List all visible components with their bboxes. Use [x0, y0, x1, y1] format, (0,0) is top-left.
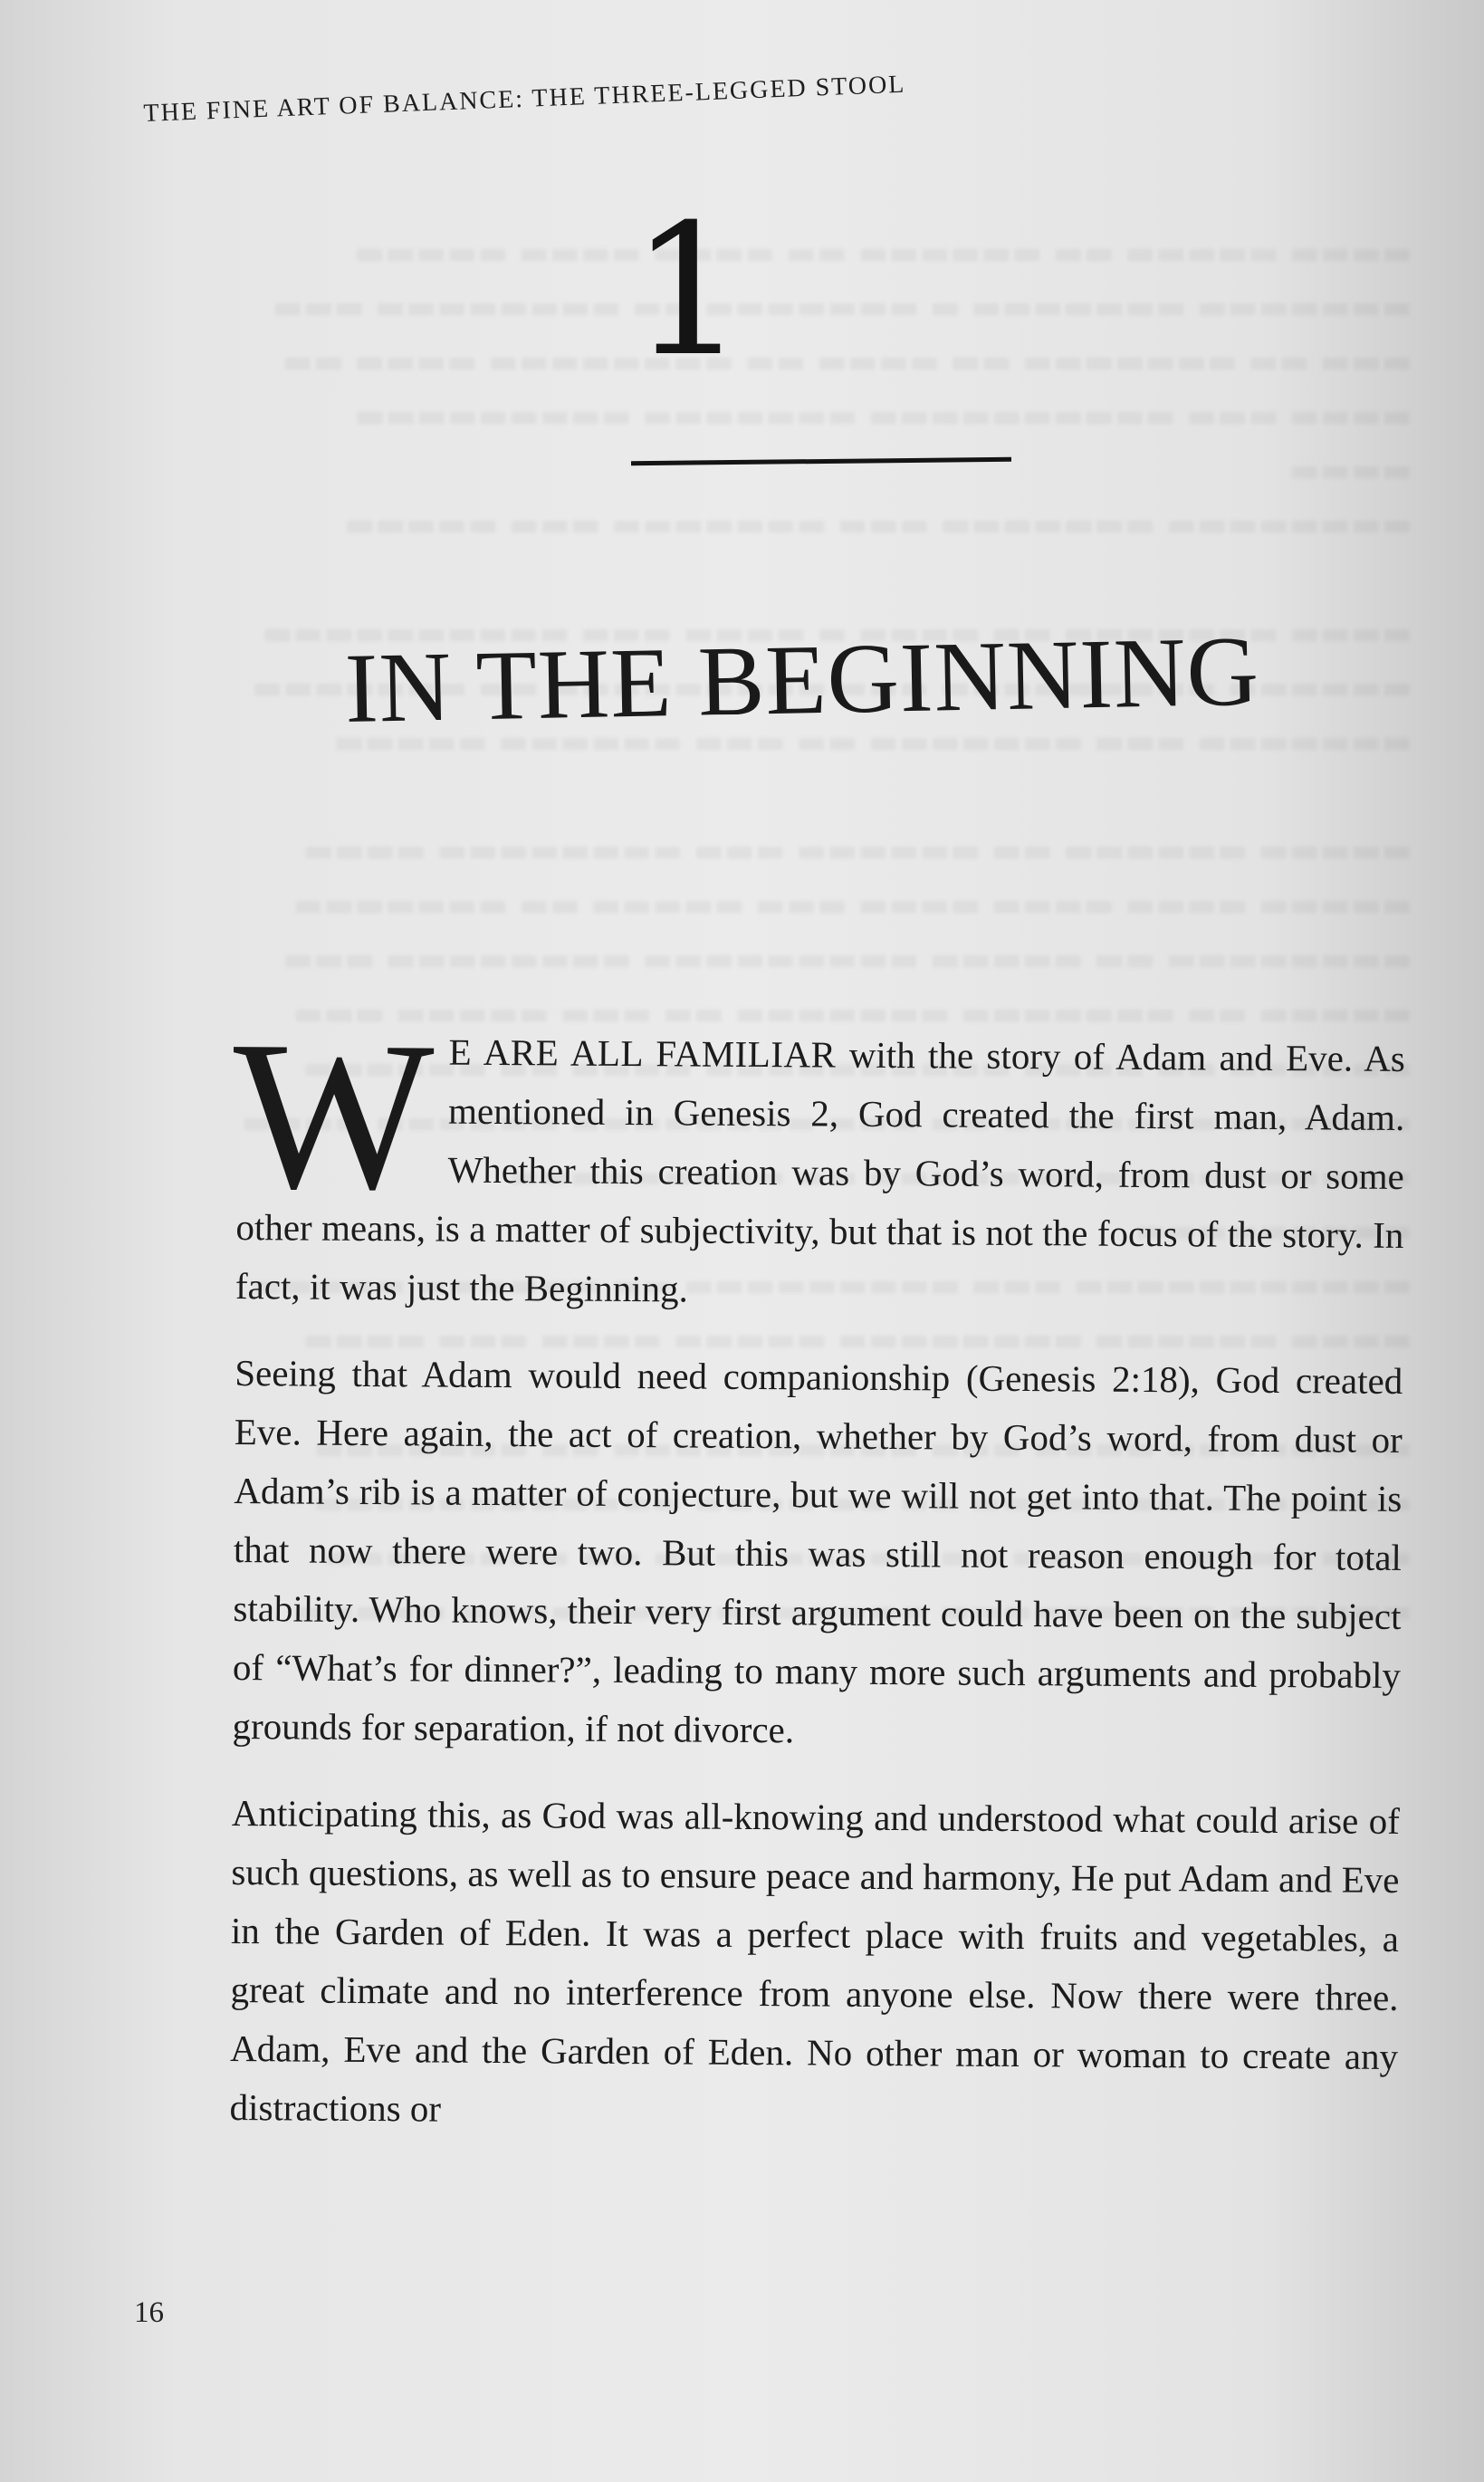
running-head: THE FINE ART OF BALANCE: THE THREE-LEGGED STOOL — [143, 70, 906, 128]
paragraph-text: Anticipating this, as God was all-knowing and understood what could arise of such questions, as well as to ensure peace and harmony, He put Adam and Eve in the Garden of Eden. It was a perfect place with fruits and vegetables, a great climate and no interference from anyone else. Now there were three. Adam, Eve and the Garden of Eden. No other man or woman to create any distractions or — [229, 1791, 1401, 2130]
body-paragraph-3 — [229, 1784, 1400, 2145]
chapter-body — [229, 996, 1405, 2173]
body-paragraph-2 — [232, 1344, 1403, 1764]
chapter-number: 1 — [630, 186, 746, 397]
chapter-title: IN THE BEGINNING — [343, 615, 1260, 743]
drop-cap: W — [232, 996, 435, 1234]
page-number: 16 — [134, 2296, 164, 2329]
paragraph-lead-in: E ARE ALL FAMILIAR — [448, 1030, 837, 1076]
body-paragraph-1 — [232, 996, 1405, 1324]
paragraph-text: Seeing that Adam would need companionship (Genesis 2:18), God created Eve. Here again, the act of creation, whether by God’s word, from dust or Adam’s rib is a matter of conjecture, but we will not get into that. The point is that now there were two. But this was still not reason enough for total stability. Who knows, their very first argument could have been on the subject of “What’s for dinner?”, leading to many more such arguments and probably grounds for separation, if not divorce. — [232, 1351, 1403, 1751]
paragraph-text: with the story of Adam and Eve. As mentioned in Genesis 2, God created the first man, Adam. Whether this creation was by God’s word, from dust or some other means, is a matter of subjectivity, but that is not the focus of the story. In fact, it was just the Beginning. — [235, 1033, 1405, 1310]
